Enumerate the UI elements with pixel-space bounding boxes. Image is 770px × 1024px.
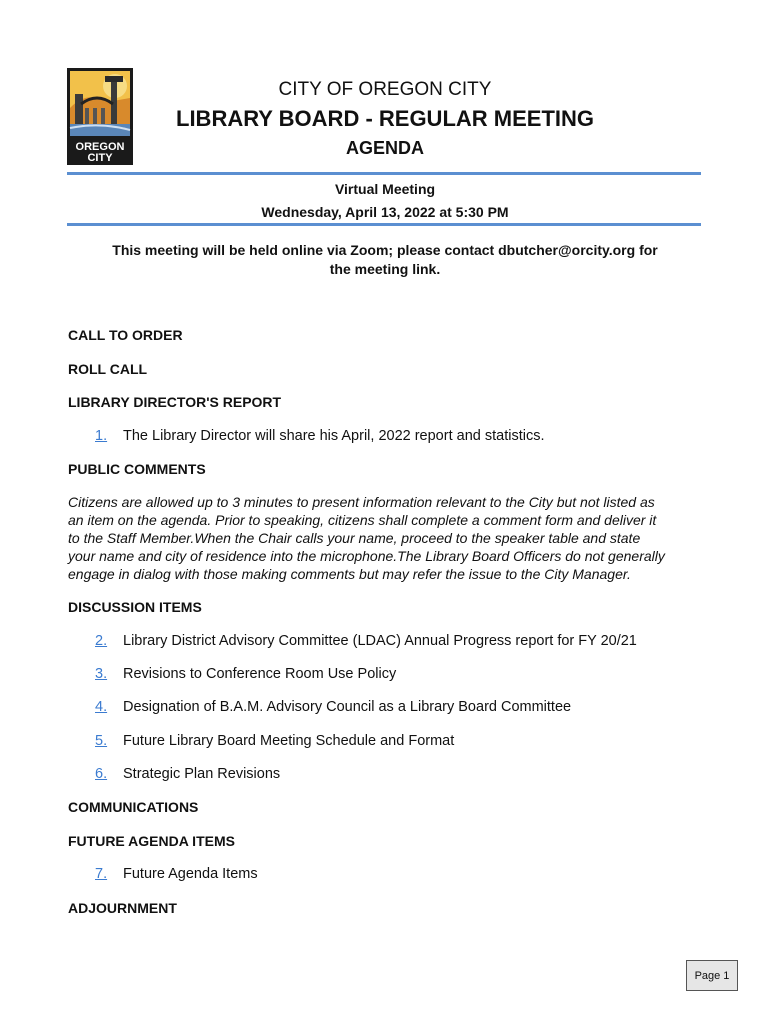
city-title: CITY OF OREGON CITY	[278, 79, 492, 100]
agenda-item-4	[95, 698, 571, 716]
item-text: Library District Advisory Committee (LDAC) Annual Progress report for FY 20/21	[123, 633, 637, 649]
notice-line-1: This meeting will be held online via Zoom; please contact dbutcher@orcity.org for	[112, 242, 658, 258]
section-future-agenda-items: FUTURE AGENDA ITEMS	[68, 833, 235, 849]
agenda-item-3	[95, 665, 396, 683]
item-text: Future Agenda Items	[123, 866, 258, 882]
section-directors-report: LIBRARY DIRECTOR'S REPORT	[68, 394, 282, 410]
public-comments-text	[68, 493, 708, 583]
notice-line-2: the meeting link.	[329, 261, 441, 277]
meeting-type: Virtual Meeting	[334, 181, 436, 197]
item-number-link[interactable]: 5.	[95, 733, 108, 749]
section-roll-call: ROLL CALL	[68, 361, 148, 377]
agenda-item-1	[95, 427, 544, 445]
svg-text:OREGON: OREGON	[75, 141, 125, 153]
section-communications: COMMUNICATIONS	[68, 799, 199, 815]
comments-line: an item on the agenda. Prior to speaking, citizens shall complete a comment form and deliver it	[68, 512, 657, 528]
item-text: Future Library Board Meeting Schedule and Format	[123, 733, 455, 749]
board-title: LIBRARY BOARD - REGULAR MEETING	[176, 106, 594, 131]
section-call-to-order: CALL TO ORDER	[68, 327, 183, 343]
top-rule	[67, 172, 701, 175]
section-adjournment: ADJOURNMENT	[68, 900, 177, 916]
agenda-item-2	[95, 632, 637, 650]
item-number-link[interactable]: 2.	[95, 633, 108, 649]
agenda-item-5	[95, 732, 454, 750]
item-number-link[interactable]: 4.	[95, 699, 108, 715]
agenda-item-7	[95, 865, 258, 883]
item-number-link[interactable]: 7.	[95, 866, 108, 882]
item-text: Revisions to Conference Room Use Policy	[123, 666, 397, 682]
section-public-comments: PUBLIC COMMENTS	[68, 461, 206, 477]
agenda-item-6	[95, 765, 280, 783]
item-number-link[interactable]: 6.	[95, 766, 108, 782]
meeting-date: Wednesday, April 13, 2022 at 5:30 PM	[261, 204, 509, 220]
page-number-badge: Page 1	[686, 960, 738, 991]
comments-line: to the Staff Member.When the Chair calls your name, proceed to the speaker table and state	[68, 530, 641, 546]
zoom-notice	[80, 241, 690, 279]
section-discussion-items: DISCUSSION ITEMS	[68, 599, 202, 615]
item-number-link[interactable]: 1.	[95, 428, 108, 444]
item-text: Strategic Plan Revisions	[123, 766, 281, 782]
item-text: The Library Director will share his April, 2022 report and statistics.	[123, 428, 545, 444]
item-number-link[interactable]: 3.	[95, 666, 108, 682]
bottom-rule	[67, 223, 701, 226]
item-text: Designation of B.A.M. Advisory Council as a Library Board Committee	[123, 699, 572, 715]
comments-line: your name and city of residence into the microphone.The Library Board Officers do not generally	[68, 548, 665, 564]
comments-line: engage in dialog with those making comments but may refer the issue to the City Manager.	[68, 566, 631, 582]
svg-text:CITY: CITY	[87, 152, 113, 164]
agenda-title: AGENDA	[345, 138, 424, 158]
comments-line: Citizens are allowed up to 3 minutes to present information relevant to the City but not listed as	[68, 494, 655, 510]
